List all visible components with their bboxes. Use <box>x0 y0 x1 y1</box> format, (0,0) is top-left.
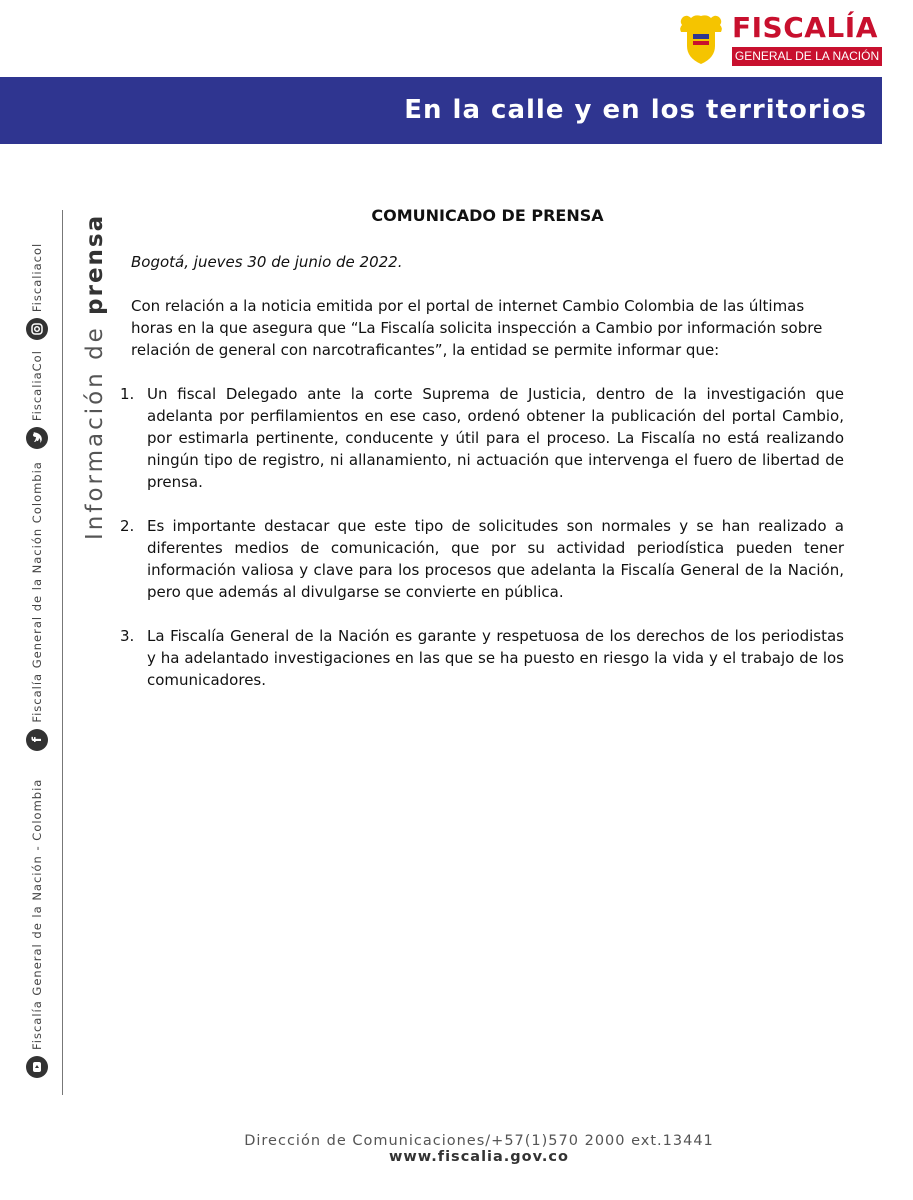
list-item-number: 2. <box>120 517 135 535</box>
youtube-handle[interactable]: Fiscalía General de la Nación - Colombia <box>30 778 44 1050</box>
header-banner <box>0 77 882 144</box>
instagram-icon[interactable] <box>26 318 48 340</box>
logo-title: FISCALÍA <box>732 11 878 44</box>
list-item-number: 3. <box>120 627 135 645</box>
logo-subtitle: GENERAL DE LA NACIÓN <box>732 47 882 66</box>
list-item <box>120 515 844 603</box>
list-item <box>120 383 844 493</box>
facebook-icon[interactable]: f <box>26 729 48 751</box>
twitter-icon[interactable] <box>26 427 48 449</box>
social-strip <box>24 204 50 1084</box>
list-item-number: 1. <box>120 385 135 403</box>
press-info-label-bold: prensa <box>82 213 108 315</box>
footer-website-link[interactable]: www.fiscalia.gov.co <box>389 1149 569 1165</box>
list-item-text: Es importante destacar que este tipo de solicitudes son normales y se han realizado a diferentes medios de comunicación, que por su actividad periodística pueden tener información valiosa y clave para los procesos que adelanta la Fiscalía General de la Nación, pero que además al divulgarse se convierte en pública. <box>147 517 844 601</box>
list-item-text: Un fiscal Delegado ante la corte Suprema de Justicia, dentro de la investigación que adelanta por perfilamientos en ese caso, ordenó obtener la publicación del portal Cambio, por estimarla pertinente, conducente y útil para el proceso. La Fiscalía no está realizando ningún tipo de registro, ni allanamiento, ni actuación que intervenga el fuero de libertad de prensa. <box>147 385 844 491</box>
press-info-label-light: Información de <box>82 325 108 540</box>
facebook-handle[interactable]: Fiscalía General de la Nación Colombia <box>30 461 44 723</box>
list-item <box>120 625 844 691</box>
instagram-handle[interactable]: Fiscaliacol <box>30 242 44 313</box>
fiscalia-logo[interactable] <box>677 11 885 66</box>
document-title: COMUNICADO DE PRENSA <box>371 206 604 225</box>
dateline: Bogotá, jueves 30 de junio de 2022. <box>131 253 403 271</box>
coat-of-arms-icon <box>677 14 725 66</box>
twitter-handle[interactable]: FiscaliaCol <box>30 350 44 422</box>
list-item-text: La Fiscalía General de la Nación es garante y respetuosa de los derechos de los periodistas y ha adelantado investigaciones en las que se ha puesto en riesgo la vida y el trabajo de los comunicadores. <box>147 627 844 689</box>
footer-contact: Dirección de Comunicaciones/+57(1)570 2000 ext.13441 <box>244 1133 714 1149</box>
youtube-icon[interactable] <box>26 1056 48 1078</box>
intro-paragraph: Con relación a la noticia emitida por el portal de internet Cambio Colombia de las últimas horas en la que asegura que “La Fiscalía solicita inspección a Cambio por información sobre relación de general con narcotraficantes”, la entidad se permite informar que: <box>131 297 823 359</box>
sidebar-divider <box>62 210 63 1095</box>
banner-slogan: En la calle y en los territorios <box>404 95 867 125</box>
press-info-vertical-label <box>80 214 110 540</box>
press-release-body <box>120 205 844 713</box>
footer <box>0 1133 913 1165</box>
